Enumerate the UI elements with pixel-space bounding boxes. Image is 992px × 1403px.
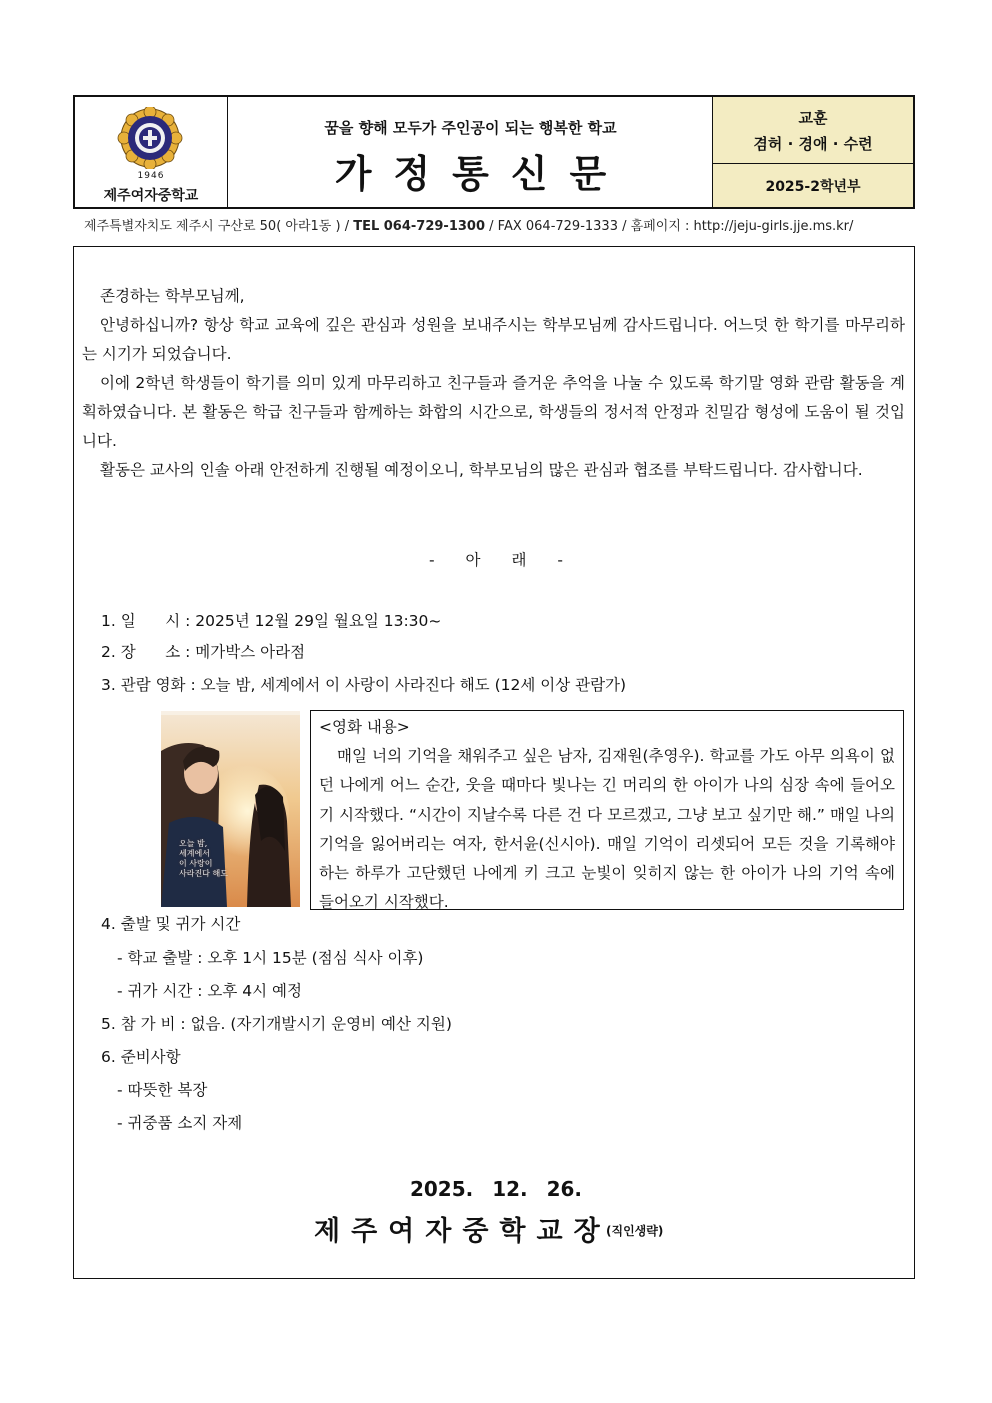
paragraph-1: 안녕하십니까? 항상 학교 교육에 깊은 관심과 성원을 보내주시는 학부모님께 감사드립니다. 어느덧 한 학기를 마무리하는 시기가 되었습니다. [82, 316, 905, 363]
telephone: TEL 064-729-1300 [353, 219, 486, 234]
school-logo-cell [75, 97, 228, 207]
homepage-link[interactable]: 홈페이지 : http://jeju-girls.jje.ms.kr/ [630, 219, 854, 234]
movie-poster [161, 711, 300, 907]
motto-label: 교훈 [798, 109, 828, 127]
synopsis-text: 매일 너의 기억을 채워주고 싶은 남자, 김재원(추영우). 학교를 가도 아무 의욕이 없던 나에게 어느 순간, 웃을 때마다 빛나는 긴 머리의 한 아이가 나의 심장 속에 들어오기 시작했다. “시간이 지날수록 다른 건 다 모르겠고, 그냥 보고 싶기만 해.” 매일 나의 기억을 잃어버리는 여자, 한서윤(신시아). 매일 기억이 리셋되어 모든 것을 기록해야 하는 하루가 고단했던 나에게 키 크고 눈빛이 잊히지 않는 한 아이가 나의 기억 속에 들어오기 시작했다. [319, 747, 895, 912]
notice-heading: - 아 래 - [429, 551, 563, 569]
paragraph-2: 이에 2학년 학생들이 학기를 의미 있게 마무리하고 친구들과 즐거운 추억을 나눌 수 있도록 학기말 영화 관람 활동을 계획하였습니다. 본 활동은 학급 친구들과 함께하는 화합의 시간으로, 학생들의 정서적 안정과 친밀감 형성에 도움이 될 것입니다. [82, 374, 905, 450]
detail-preparation: 6. 준비사항 [101, 1048, 181, 1066]
fax: FAX 064-729-1333 [497, 219, 618, 234]
detail-departure: - 학교 출발 : 오후 1시 15분 (점심 식사 이후) [117, 949, 424, 967]
preparation-valuables: - 귀중품 소지 자제 [117, 1114, 243, 1132]
title-cell [227, 97, 714, 207]
detail-return: - 귀가 시간 : 오후 4시 예정 [117, 982, 302, 1000]
principal-signature: 제주여자중학교장 [314, 1216, 611, 1247]
greeting: 존경하는 학부모님께, [100, 287, 245, 305]
detail-movie: 3. 관람 영화 : 오늘 밤, 세계에서 이 사랑이 사라진다 해도 (12세 이상 관람가) [101, 676, 627, 694]
school-address: 제주특별자치도 제주시 구산로 50( 아라1동 ) [84, 219, 341, 234]
issue-date: 2025. 12. 26. [409, 1177, 583, 1201]
school-name: 제주여자중학교 [103, 188, 199, 204]
poster-title-text: 오늘 밤, 세계에서 이 사랑이 사라진다 해도 [179, 839, 228, 878]
established-year: 1946 [137, 171, 165, 181]
letter-body [82, 282, 905, 485]
issuer-text: 2025-2학년부 [765, 179, 861, 195]
school-emblem-icon [111, 107, 189, 169]
motto-text: 겸허 · 경애 · 수련 [753, 135, 873, 153]
preparation-clothing: - 따뜻한 복장 [117, 1081, 208, 1099]
address-line: 제주특별자치도 제주시 구산로 50( 아라1동 ) / TEL 064-729-1300 / FAX 064-729-1333 / 홈페이지 : http://jeju-girls.jje.ms.kr/ [84, 219, 854, 234]
letterhead [73, 95, 915, 209]
detail-times: 4. 출발 및 귀가 시간 [101, 915, 241, 933]
motto-cell [712, 97, 913, 164]
detail-date: 1. 일 시 : 2025년 12월 29일 월요일 13:30~ [101, 612, 442, 630]
seal-note: (직인생략) [606, 1224, 664, 1238]
school-slogan: 꿈을 향해 모두가 주인공이 되는 행복한 학교 [324, 119, 617, 137]
synopsis-heading: <영화 내용> [319, 718, 410, 736]
detail-fee: 5. 참 가 비 : 없음. (자기개발시기 운영비 예산 지원) [101, 1015, 452, 1033]
paragraph-3: 활동은 교사의 인솔 아래 안전하게 진행될 예정이오니, 학부모님의 많은 관심과 협조를 부탁드립니다. 감사합니다. [100, 461, 863, 479]
issuer-cell [712, 164, 913, 207]
movie-synopsis-box [310, 710, 904, 910]
detail-place: 2. 장 소 : 메가박스 아라점 [101, 643, 306, 661]
document-title: 가정통신문 [334, 152, 629, 196]
